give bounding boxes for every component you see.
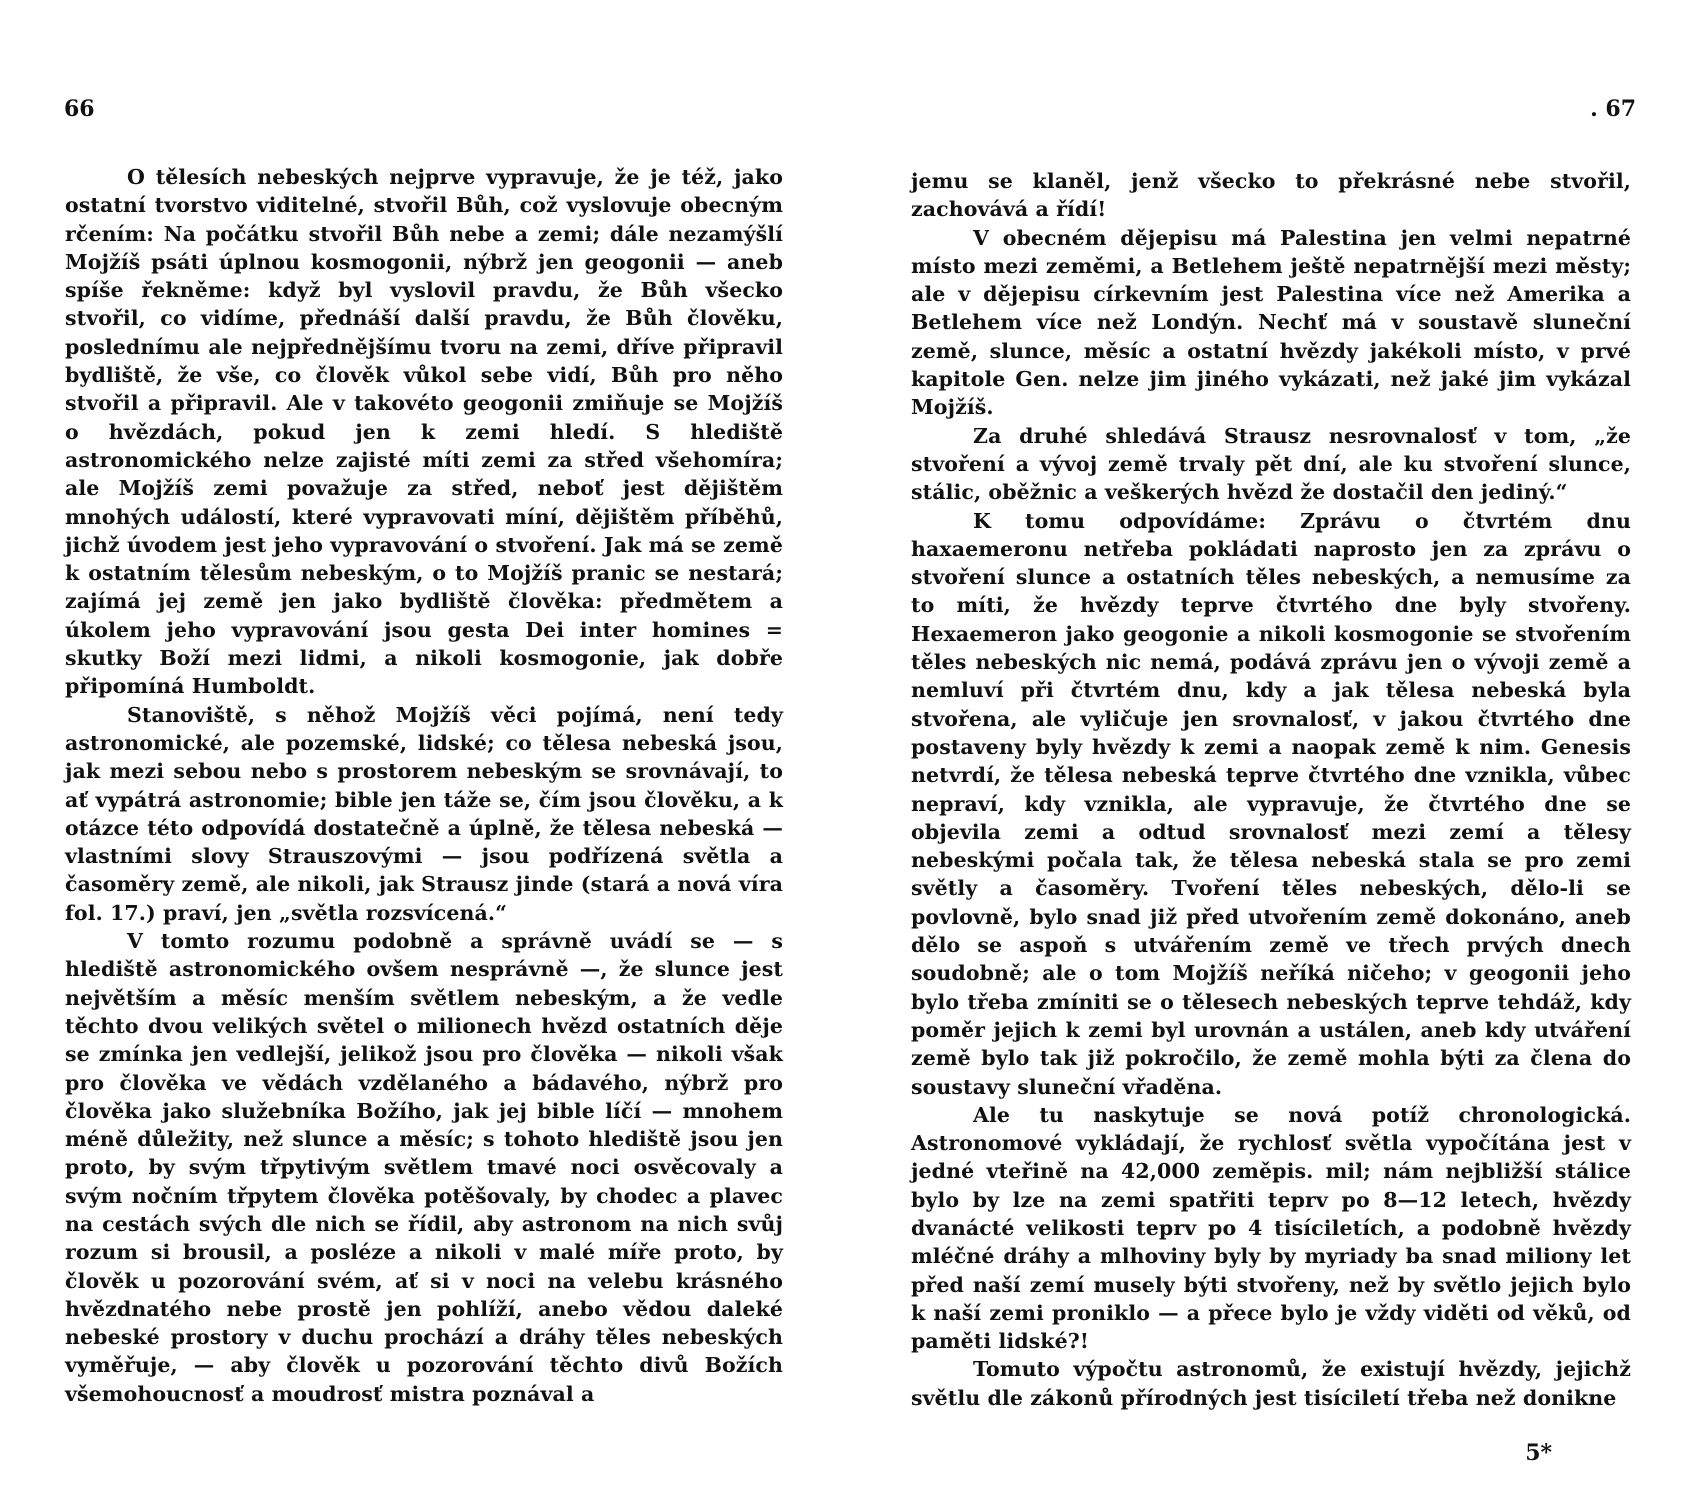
left-paragraph-1: O tělesích nebeských nejprve vypravuje, že je též, jako ostatní tvorstvo viditelné, stvořil Bůh, což vyslovuje obecným rčením: Na počátku stvořil Bůh nebe a zemi; dále nezamýšlí Mojžíš psáti úplnou kosmogonii, nýbrž jen geogonii — aneb spíše řekněme: když byl vyslovil pravdu, že Bůh všecko stvořil, co vidíme, přednáší další pravdu, že Bůh člověku, poslednímu ale nejpřednějšímu tvoru na zemi, dříve připravil bydliště, že vše, co člověk vůkol sebe vidí, Bůh pro něho stvořil a připravil. Ale v takovéto geogonii zmiňuje se Mojžíš o hvězdách, pokud jen k zemi hledí. S hlediště astronomického nelze zajisté míti zemi za střed všehomíra; ale Mojžíš zemi považuje za střed, neboť jest dějištěm mnohých událostí, které vypravovati míní, dějištěm příběhů, jichž úvodem jest jeho vypravování o stvoření. Jak má se země k ostatním tělesům nebeským, o to Mojžíš pranic se nestará; zajímá jej země jen jako bydliště člověka: předmětem a úkolem jeho vypravování jsou gesta Dei inter homines = skutky Boží mezi lidmi, a nikoli kosmogonie, jak dobře připomíná Humboldt. — [65, 165, 783, 699]
right-page — [842, 0, 1684, 1500]
right-paragraph-1: jemu se klaněl, jenž všecko to překrásné nebe stvořil, zachovává a řídí! — [911, 169, 1631, 222]
left-page-text — [65, 163, 783, 1408]
right-paragraph-2: V obecném dějepisu má Palestina jen velmi nepatrné místo mezi zeměmi, a Betlehem ještě nepatrnější mezi městy; ale v dějepisu církevním jest Palestina více než Amerika a Betlehem více než Londýn. Nechť má v soustavě sluneční země, slunce, měsíc a ostatní hvězdy jakékoli místo, v prvé kapitole Gen. nelze jim jiného vykázati, než jaké jim vykázal Mojžíš. — [911, 225, 1631, 420]
page-number-left: 66 — [64, 96, 95, 122]
right-paragraph-4: K tomu odpovídáme: Zprávu o čtvrtém dnu haxaemeronu netřeba pokládati naprosto jen za zprávu o stvoření slunce a ostatních těles nebeských, a nemusíme za to míti, že hvězdy teprve čtvrtého dne byly stvořeny. Hexaemeron jako geogonie a nikoli kosmogonie se stvořením těles nebeských nic nemá, podává zprávu jen o vývoji země a nemluví při čtvrtém dnu, kdy a jak tělesa nebeská byla stvořena, ale vyličuje jen srovnalosť, v jakou čtvrtého dne postaveny byly hvězdy k zemi a naopak země k nim. Genesis netvrdí, že tělesa nebeská teprve čtvrtého dne vznikla, vůbec nepraví, kdy vznikla, ale vypravuje, že čtvrtého dne se objevila zemi a odtud srovnalosť mezi zemí a tělesy nebeskými počala tak, že tělesa nebeská stala se pro zemi světly a časoměry. Tvoření těles nebeských, dělo-li se povlovně, bylo snad již před utvořením země dokonáno, aneb dělo se aspoň s utvářením země ve třech prvých dnech soudobně; ale o tom Mojžíš neříká ničeho; v geogonii jeho bylo třeba zmíniti se o tělesech nebeských teprve tehdáž, kdy poměr jejich k zemi byl urovnán a ustálen, aneb kdy utváření země bylo tak již pokročilo, že země mohla býti za člena do soustavy sluneční vřaděna. — [911, 508, 1631, 1099]
signature-mark: 5* — [1525, 1440, 1552, 1466]
right-paragraph-3: Za druhé shledává Strausz nesrovnalosť v tom, „že stvoření a vývoj země trvaly pět dní, ale ku stvoření slunce, stálic, oběžnic a veškerých hvězd že dostačil den jediný.“ — [911, 423, 1631, 505]
right-paragraph-5: Ale tu naskytuje se nová potíž chronologická. Astronomové vykládají, že rychlosť světla vypočítána jest v jedné vteřině na 42,000 zeměpis. mil; nám nejbližší stálice bylo by lze na zemi spatřiti teprv po 8—12 letech, hvězdy dvanácté velikosti teprv po 4 tisíciletích, a podobně hvězdy mléčné dráhy a mlhoviny byly by myriady ba snad miliony let před naší zemí musely býti stvořeny, než by světlo jejich bylo k naší zemi proniklo — a přece bylo je vždy viděti od věků, od paměti lidské?! — [911, 1102, 1631, 1354]
right-page-text — [911, 167, 1631, 1412]
left-paragraph-2: Stanoviště, s něhož Mojžíš věci pojímá, není tedy astronomické, ale pozemské, lidské; co tělesa nebeská jsou, jak mezi sebou nebo s prostorem nebeským se srovnávají, to ať vypátrá astronomie; bible jen táže se, čím jsou člověku, a k otázce této odpovídá dostatečně a úplně, že tělesa nebeská — vlastními slovy Strauszovými — jsou podřízená světla a časoměry země, ale nikoli, jak Strausz jinde (stará a nová víra fol. 17.) praví, jen „světla rozsvícená.“ — [65, 702, 783, 925]
right-paragraph-6: Tomuto výpočtu astronomů, že existují hvězdy, jejichž světlu dle zákonů přírodných jest tisíciletí třeba než donikne — [911, 1357, 1631, 1410]
left-paragraph-3: V tomto rozumu podobně a správně uvádí se — s hlediště astronomického ovšem nesprávně —, že slunce jest největším a měsíc menším světlem nebeským, a že vedle těchto dvou velikých světel o milionech hvězd ostatních děje se zmínka jen vedlejší, jelikož jsou pro člověka — nikoli však pro člověka ve vědách vzdělaného a bádavého, nýbrž pro člověka jako služebníka Božího, jak jej bible líčí — mnohem méně důležity, než slunce a měsíc; s tohoto hlediště jsou jen proto, by svým třpytivým světlem tmavé noci osvěcovaly a svým nočním třpytem člověka potěšovaly, by chodec a plavec na cestách svých dle nich se řídil, aby astronom na nich svůj rozum si brousil, a posléze a nikoli v malé míře proto, by člověk u pozorování svém, ať si v noci na velebu krásného hvězdnatého nebe prostě jen pohlíží, anebo vědou daleké nebeské prostory v duchu prochází a dráhy těles nebeských vyměřuje, — aby člověk u pozorování těchto divů Božích všemohoucnosť a moudrosť mistra poznával a — [65, 929, 783, 1406]
page-number-right: . 67 — [1590, 96, 1636, 122]
